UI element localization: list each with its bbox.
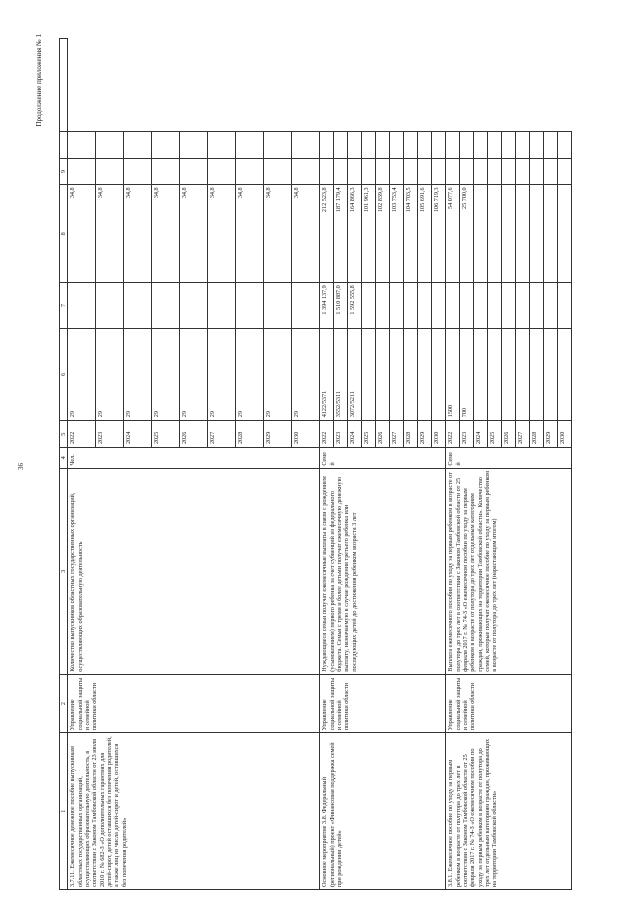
value-col7-cell: 54 077,6 [446, 185, 460, 283]
value-col5-cell [362, 328, 376, 421]
value-col6-cell [544, 283, 558, 328]
value-col9-cell [530, 131, 544, 158]
value-col5-cell: 3072/5211 [348, 328, 362, 421]
value-col6-cell [208, 283, 236, 328]
value-col8-cell [502, 158, 516, 185]
year-cell: 2030 [432, 421, 446, 448]
value-col7-cell [544, 185, 558, 283]
year-cell: 2027 [390, 421, 404, 448]
program-table [59, 38, 572, 890]
year-cell: 2028 [530, 421, 544, 448]
value-col7-cell [474, 185, 488, 283]
value-col8-cell [530, 158, 544, 185]
year-cell: 2027 [516, 421, 530, 448]
value-col8-cell [334, 158, 348, 185]
year-cell: 2023 [460, 421, 474, 448]
value-col6-cell [292, 283, 320, 328]
value-col5-cell: 29 [96, 328, 124, 421]
value-col8-cell [236, 158, 264, 185]
value-col5-cell: 29 [68, 328, 96, 421]
year-cell: 2024 [348, 421, 362, 448]
value-col9-cell [404, 131, 418, 158]
value-col7-cell: 25 700,0 [460, 185, 474, 283]
value-col9-cell [446, 131, 460, 158]
value-col6-cell [152, 283, 180, 328]
value-col9-cell [208, 131, 236, 158]
appendix-label: Продолжение приложения № 1 [35, 34, 43, 127]
year-cell: 2030 [292, 421, 320, 448]
value-col5-cell [376, 328, 390, 421]
value-col6-cell [68, 283, 96, 328]
value-col9-cell [264, 131, 292, 158]
value-col6-cell [362, 283, 376, 328]
value-col6-cell [530, 283, 544, 328]
value-col8-cell [404, 158, 418, 185]
year-cell: 2029 [544, 421, 558, 448]
value-col5-cell: 29 [180, 328, 208, 421]
value-col7-cell [530, 185, 544, 283]
value-col6-cell [488, 283, 502, 328]
year-cell: 2022 [68, 421, 96, 448]
value-col7-cell [502, 185, 516, 283]
value-col6-cell [418, 283, 432, 328]
unit-cell: Чел. [68, 448, 320, 469]
indicator-cell: Количество выпускников областных государственных организаций, осуществляющих образовательную деятельность [68, 468, 320, 674]
value-col7-cell: 34,8 [236, 185, 264, 283]
value-col9-cell [502, 131, 516, 158]
value-col8-cell [390, 158, 404, 185]
year-cell: 2029 [264, 421, 292, 448]
value-col9-cell [460, 131, 474, 158]
executor-cell: Управление социальной защиты и семейной политики области [320, 674, 446, 733]
value-col9-cell [236, 131, 264, 158]
value-col7-cell: 106 719,3 [432, 185, 446, 283]
value-col8-cell [544, 158, 558, 185]
value-col6-cell [516, 283, 530, 328]
unit-cell: Семей [446, 448, 572, 469]
value-col5-cell [516, 328, 530, 421]
value-col6-cell [460, 283, 474, 328]
value-col8-cell [474, 158, 488, 185]
value-col5-cell: 3552/5311 [334, 328, 348, 421]
value-col7-cell: 164 866,3 [348, 185, 362, 283]
year-cell: 2026 [502, 421, 516, 448]
value-col7-cell [516, 185, 530, 283]
year-cell: 2026 [180, 421, 208, 448]
value-col5-cell: 29 [292, 328, 320, 421]
value-col9-cell [320, 131, 334, 158]
value-col9-cell [376, 131, 390, 158]
page-number: 36 [17, 463, 25, 470]
col-header: 2 [60, 674, 68, 733]
value-col8-cell [348, 158, 362, 185]
year-cell: 2025 [362, 421, 376, 448]
value-col7-cell: 102 839,8 [376, 185, 390, 283]
value-col5-cell: 29 [124, 328, 152, 421]
value-col6-cell [390, 283, 404, 328]
executor-cell: Управление социальной защиты и семейной политики области [68, 674, 320, 733]
value-col7-cell: 105 691,6 [418, 185, 432, 283]
value-col9-cell [96, 131, 124, 158]
value-col8-cell [264, 158, 292, 185]
col-header: 3 [60, 468, 68, 674]
value-col8-cell [68, 158, 96, 185]
value-col9-cell [180, 131, 208, 158]
value-col5-cell [432, 328, 446, 421]
value-col7-cell: 34,8 [152, 185, 180, 283]
col-header: 9 [60, 158, 68, 185]
value-col9-cell [544, 131, 558, 158]
value-col6-cell: 1 592 555,8 [348, 283, 362, 328]
col-header: 1 [60, 733, 68, 890]
value-col6-cell [502, 283, 516, 328]
value-col5-cell: 29 [152, 328, 180, 421]
value-col5-cell [474, 328, 488, 421]
value-col7-cell: 187 179,4 [334, 185, 348, 283]
executor-cell: Управление социальной защиты и семейной политики области [446, 674, 572, 733]
program-cell: 3.8.1. Ежемесячное пособие по уходу за первым ребенком в возрасте от полутора до трех лет в соответствии с Законом Тамбовской области от 25 февраля 2017 г. № 74-З «О ежемесячном пособии по уходу за первым ребенком в возрасте от полутора до трех лет отдельным категориям граждан, проживающих на территории Тамбовской области» [446, 733, 572, 890]
value-col8-cell [292, 158, 320, 185]
program-cell: 3.7.11. Ежемесячное денежное пособие выпускникам областных государственных организаций, осуществляющих образовательную деятельность, в соответствии с Законом Тамбовской области от 23 июля 2010 г. № 682-З «О дополнительных гарантиях для детей-сирот, детей оставшихся без попечения родителей, а также лиц из числа детей-сирот и детей, оставшихся без попечения родителей» [68, 733, 320, 890]
value-col8-cell [180, 158, 208, 185]
value-col9-cell [474, 131, 488, 158]
year-cell: 2027 [208, 421, 236, 448]
value-col7-cell [558, 185, 572, 283]
value-col9-cell [390, 131, 404, 158]
year-cell: 2023 [96, 421, 124, 448]
col-header: 4 [60, 448, 68, 469]
value-col5-cell [544, 328, 558, 421]
table-row [320, 39, 334, 890]
value-col8-cell [208, 158, 236, 185]
value-col7-cell: 101 961,3 [362, 185, 376, 283]
value-col6-cell [474, 283, 488, 328]
value-col6-cell [404, 283, 418, 328]
value-col9-cell [418, 131, 432, 158]
year-cell: 2026 [376, 421, 390, 448]
year-cell: 2024 [124, 421, 152, 448]
value-col9-cell [292, 131, 320, 158]
value-col7-cell: 34,8 [292, 185, 320, 283]
value-col6-cell [180, 283, 208, 328]
year-cell: 2022 [320, 421, 334, 448]
indicator-cell: Нуждающиеся семьи получат ежемесячные выплаты в связи с рождением (усыновлением) первого ребенка за счет субвенций из федерального бюджета. Семьи с тремя и более детьми получат ежемесячную денежную выплату, назначаемую в случае рождения третьего ребенка или последующих детей до достижения ребенком возраста 3 лет [320, 468, 446, 674]
value-col5-cell: 29 [208, 328, 236, 421]
value-col7-cell: 34,8 [180, 185, 208, 283]
value-col6-cell: 1 394 137,9 [320, 283, 334, 328]
value-col8-cell [152, 158, 180, 185]
value-col6-cell [446, 283, 460, 328]
value-col9-cell [334, 131, 348, 158]
value-col9-cell [432, 131, 446, 158]
value-col9-cell [362, 131, 376, 158]
table-row [68, 39, 96, 890]
col-header [60, 39, 68, 132]
value-col6-cell [432, 283, 446, 328]
value-col8-cell [362, 158, 376, 185]
year-cell: 2030 [558, 421, 572, 448]
value-col8-cell [376, 158, 390, 185]
value-col9-cell [152, 131, 180, 158]
value-col7-cell: 34,8 [68, 185, 96, 283]
value-col7-cell: 34,8 [208, 185, 236, 283]
col-header: 8 [60, 185, 68, 283]
value-col9-cell [124, 131, 152, 158]
value-col9-cell [488, 131, 502, 158]
value-col7-cell: 34,8 [124, 185, 152, 283]
value-col5-cell [502, 328, 516, 421]
col-header [60, 131, 68, 158]
value-col9-cell [558, 131, 572, 158]
value-col7-cell: 104 703,5 [404, 185, 418, 283]
year-cell: 2025 [152, 421, 180, 448]
value-col9-cell [68, 131, 96, 158]
value-col6-cell [236, 283, 264, 328]
value-col5-cell: 1500 [446, 328, 460, 421]
value-col5-cell [530, 328, 544, 421]
value-col6-cell [96, 283, 124, 328]
value-col5-cell: 700 [460, 328, 474, 421]
program-cell: Основное мероприятие 3.8. Федеральный (региональный) проект «Финансовая поддержка семей при рождении детей» [320, 733, 446, 890]
value-col6-cell: 1 510 887,0 [334, 283, 348, 328]
year-cell: 2023 [334, 421, 348, 448]
value-col8-cell [446, 158, 460, 185]
col-header: 7 [60, 283, 68, 328]
unit-cell: Семей [320, 448, 446, 469]
rotated-sheet [15, 30, 630, 890]
value-col8-cell [488, 158, 502, 185]
indicator-cell: Выплата ежемесячного пособия по уходу за первым ребенком в возрасте от полутора до трех лет в соответствии с Законом Тамбовской области от 25 февраля 2017 г. № 74-З «О ежемесячном пособии по уходу за первым ребенком в возрасте от полутора до трех лет отдельным категориям граждан, проживающих на территории Тамбовской области». Количество семей, которые получат ежемесячное пособие по уходу за первым ребенком в возрасте от полутора до трех лет (нарастающим итогом) [446, 468, 572, 674]
value-col7-cell [488, 185, 502, 283]
table-body [68, 39, 572, 890]
value-col7-cell: 103 753,4 [390, 185, 404, 283]
value-col7-cell: 34,8 [264, 185, 292, 283]
value-col8-cell [124, 158, 152, 185]
value-col8-cell [96, 158, 124, 185]
value-col5-cell: 29 [236, 328, 264, 421]
value-col7-cell: 34,8 [96, 185, 124, 283]
page-header [15, 30, 59, 890]
value-col5-cell: 29 [264, 328, 292, 421]
value-col9-cell [516, 131, 530, 158]
column-number-row [60, 39, 68, 890]
value-col8-cell [516, 158, 530, 185]
col-header: 5 [60, 421, 68, 448]
year-cell: 2028 [404, 421, 418, 448]
value-col7-cell: 212 523,8 [320, 185, 334, 283]
value-col8-cell [558, 158, 572, 185]
value-col8-cell [320, 158, 334, 185]
value-col5-cell: 4122/5371 [320, 328, 334, 421]
col-header: 6 [60, 328, 68, 421]
value-col8-cell [460, 158, 474, 185]
year-cell: 2028 [236, 421, 264, 448]
year-cell: 2024 [474, 421, 488, 448]
value-col8-cell [432, 158, 446, 185]
value-col5-cell [390, 328, 404, 421]
year-cell: 2025 [488, 421, 502, 448]
year-cell: 2029 [418, 421, 432, 448]
value-col5-cell [418, 328, 432, 421]
value-col8-cell [418, 158, 432, 185]
value-col9-cell [348, 131, 362, 158]
table-row [446, 39, 460, 890]
value-col6-cell [376, 283, 390, 328]
value-col5-cell [558, 328, 572, 421]
value-col5-cell [404, 328, 418, 421]
value-col5-cell [488, 328, 502, 421]
value-col6-cell [558, 283, 572, 328]
value-col6-cell [124, 283, 152, 328]
value-col6-cell [264, 283, 292, 328]
year-cell: 2022 [446, 421, 460, 448]
